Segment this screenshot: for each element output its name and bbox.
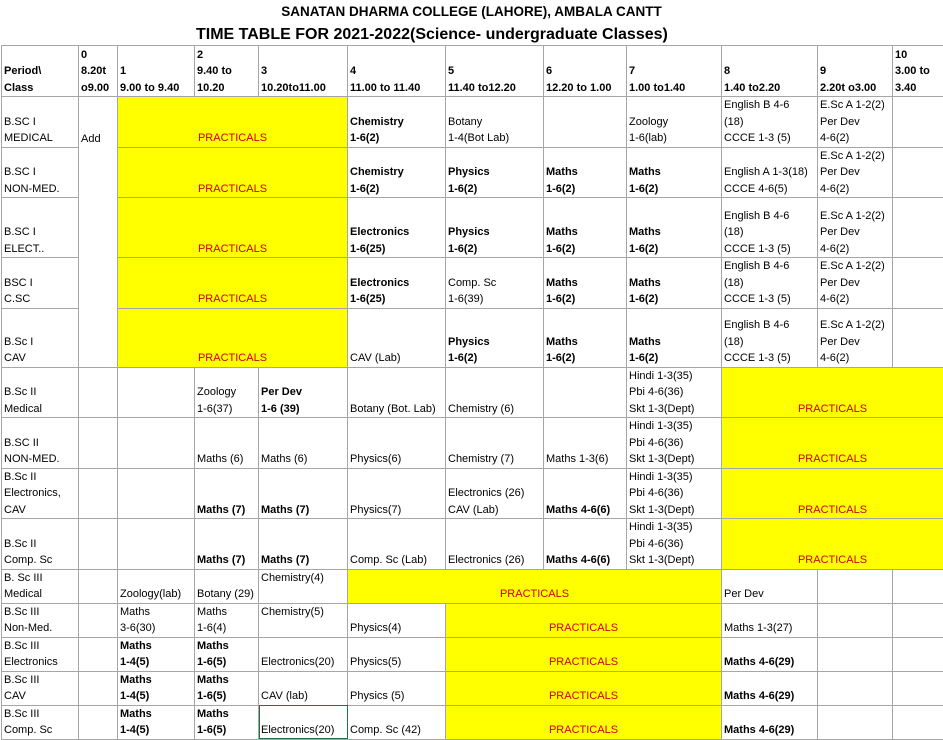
cell[interactable]: Maths 1-6(5) [195,671,259,705]
cell[interactable]: English A 1-3(18) CCCE 4-6(5) [722,147,818,198]
header-period-5[interactable]: 5 11.40 to12.20 [446,46,544,97]
cell[interactable]: Maths 4-6(29) [722,671,818,705]
class-cell[interactable]: B.Sc III Non-Med. [2,603,79,637]
cell[interactable] [893,637,943,671]
table-row [2,637,943,671]
cell[interactable] [893,147,943,198]
cell[interactable]: Maths 1-4(5) [118,637,195,671]
header-period-1[interactable]: 1 9.00 to 9.40 [118,46,195,97]
table-row [2,418,943,469]
cell[interactable]: Chemistry(5) [259,603,348,637]
cell[interactable] [818,705,893,739]
cell[interactable] [893,671,943,705]
cell[interactable]: CAV (Lab) [348,308,446,367]
cell[interactable]: Physics(6) [348,418,446,469]
cell[interactable] [818,637,893,671]
cell[interactable]: Maths (7) [195,519,259,570]
cell[interactable]: Hindi 1-3(35) Pbi 4-6(36) Skt 1-3(Dept) [627,519,722,570]
cell[interactable]: Botany (Bot. Lab) [348,367,446,418]
table-row [2,258,943,309]
cell[interactable]: Per Dev [722,569,818,603]
cell[interactable]: Maths 1-3(27) [722,603,818,637]
cell[interactable]: Maths 3-6(30) [118,603,195,637]
practicals-block[interactable]: PRACTICALS [722,519,943,570]
cell[interactable]: Hindi 1-3(35) Pbi 4-6(36) Skt 1-3(Dept) [627,468,722,519]
cell[interactable]: E.Sc A 1-2(2) Per Dev 4-6(2) [818,308,893,367]
practicals-block[interactable]: PRACTICALS [118,198,348,258]
timetable-grid [1,45,943,740]
cell[interactable]: English B 4-6 (18) CCCE 1-3 (5) [722,198,818,258]
class-cell[interactable]: B. Sc III Medical [2,569,79,603]
cell[interactable] [118,519,195,570]
table-row [2,519,943,570]
cell[interactable]: E.Sc A 1-2(2) Per Dev 4-6(2) [818,97,893,148]
cell[interactable]: Maths 1-6(4) [195,603,259,637]
cell[interactable]: Chemistry 1-6(2) [348,97,446,148]
cell[interactable]: Electronics (26) [446,519,544,570]
cell[interactable]: Physics(7) [348,468,446,519]
practicals-block[interactable]: PRACTICALS [722,468,943,519]
header-period-0[interactable]: 0 8.20t o9.00 [79,46,118,97]
table-row [2,198,943,258]
practicals-block[interactable]: PRACTICALS [118,258,348,309]
cell[interactable]: Comp. Sc (42) [348,705,446,739]
cell[interactable]: Zoology(lab) [118,569,195,603]
cell[interactable]: Physics(4) [348,603,446,637]
cell[interactable] [79,468,118,519]
class-cell[interactable]: B.SC II NON-MED. [2,418,79,469]
header-row [2,46,943,97]
cell[interactable]: Comp. Sc (Lab) [348,519,446,570]
cell[interactable] [79,671,118,705]
table-row [2,468,943,519]
class-cell[interactable]: B.Sc II Medical [2,367,79,418]
table-row [2,97,943,148]
cell[interactable]: Electronics 1-6(25) [348,198,446,258]
cell[interactable]: Chemistry(4) [259,569,348,603]
cell[interactable]: English B 4-6 (18) CCCE 1-3 (5) [722,258,818,309]
cell[interactable] [893,308,943,367]
cell[interactable]: Per Dev 1-6 (39) [259,367,348,418]
cell[interactable] [818,569,893,603]
cell[interactable]: Chemistry 1-6(2) [348,147,446,198]
cell[interactable]: Hindi 1-3(35) Pbi 4-6(36) Skt 1-3(Dept) [627,367,722,418]
header-period-3[interactable]: 3 10.20to11.00 [259,46,348,97]
cell[interactable]: Zoology 1-6(lab) [627,97,722,148]
cell[interactable] [893,198,943,258]
class-cell[interactable]: B.SC I NON-MED. [2,147,79,198]
cell[interactable]: Maths (7) [195,468,259,519]
cell[interactable] [893,569,943,603]
cell[interactable]: Maths 4-6(6) [544,519,627,570]
header-period-9[interactable]: 9 2.20t o3.00 [818,46,893,97]
cell[interactable] [79,569,118,603]
cell[interactable]: Chemistry (6) [446,367,544,418]
cell[interactable] [893,258,943,309]
cell[interactable] [79,519,118,570]
cell[interactable]: Maths 1-6(5) [195,705,259,739]
class-cell[interactable]: B.Sc II Comp. Sc [2,519,79,570]
cell[interactable]: Comp. Sc 1-6(39) [446,258,544,309]
cell[interactable] [79,637,118,671]
cell[interactable]: Maths 1-6(2) [627,308,722,367]
cell[interactable]: E.Sc A 1-2(2) Per Dev 4-6(2) [818,147,893,198]
cell[interactable] [818,603,893,637]
class-cell[interactable]: B.Sc II Electronics, CAV [2,468,79,519]
cell[interactable]: Maths (6) [259,418,348,469]
cell[interactable]: Maths 1-4(5) [118,671,195,705]
class-cell[interactable]: B.Sc I CAV [2,308,79,367]
cell[interactable]: Physics(5) [348,637,446,671]
cell[interactable] [818,671,893,705]
cell[interactable]: Maths 4-6(6) [544,468,627,519]
cell[interactable]: Physics 1-6(2) [446,198,544,258]
class-cell[interactable]: B.SC I ELECT.. [2,198,79,258]
cell[interactable]: English B 4-6 (18) CCCE 1-3 (5) [722,308,818,367]
cell[interactable] [544,97,627,148]
class-cell[interactable]: B.SC I MEDICAL [2,97,79,148]
cell[interactable]: Chemistry (7) [446,418,544,469]
class-cell[interactable]: B.Sc III CAV [2,671,79,705]
practicals-block[interactable]: PRACTICALS [118,308,348,367]
cell[interactable]: Physics (5) [348,671,446,705]
table-row [2,705,943,739]
header-period-10[interactable]: 10 3.00 to 3.40 [893,46,943,97]
cell[interactable]: Maths 1-6(2) [627,147,722,198]
practicals-block[interactable]: PRACTICALS [722,367,943,418]
cell[interactable]: Maths (6) [195,418,259,469]
header-period-4[interactable]: 4 11.00 to 11.40 [348,46,446,97]
cell[interactable]: Electronics 1-6(25) [348,258,446,309]
class-cell[interactable]: B.Sc III Comp. Sc [2,705,79,739]
cell[interactable]: Electronics(20) [259,637,348,671]
college-heading: SANATAN DHARMA COLLEGE (LAHORE), AMBALA CANTT [0,2,943,22]
table-row [2,603,943,637]
cell[interactable] [118,367,195,418]
cell[interactable]: Hindi 1-3(35) Pbi 4-6(36) Skt 1-3(Dept) [627,418,722,469]
header-period-2[interactable]: 2 9.40 to 10.20 [195,46,259,97]
practicals-block[interactable]: PRACTICALS [118,147,348,198]
table-row [2,671,943,705]
cell[interactable]: CAV (lab) [259,671,348,705]
cell[interactable]: Maths 1-6(2) [544,258,627,309]
table-row [2,367,943,418]
cell[interactable]: Botany (29) [195,569,259,603]
cell[interactable]: Maths 1-6(2) [627,198,722,258]
cell[interactable]: English B 4-6 (18) CCCE 1-3 (5) [722,97,818,148]
cell[interactable]: Physics 1-6(2) [446,308,544,367]
table-row [2,147,943,198]
cell[interactable] [118,468,195,519]
cell[interactable]: Zoology 1-6(37) [195,367,259,418]
practicals-block[interactable]: PRACTICALS [348,569,722,603]
cell[interactable] [893,603,943,637]
cell[interactable]: Maths 1-6(2) [627,258,722,309]
cell[interactable] [893,705,943,739]
cell[interactable]: Add [79,97,118,368]
table-row [2,569,943,603]
cell[interactable]: E.Sc A 1-2(2) Per Dev 4-6(2) [818,198,893,258]
cell[interactable] [79,418,118,469]
cell[interactable]: E.Sc A 1-2(2) Per Dev 4-6(2) [818,258,893,309]
cell[interactable]: Maths (7) [259,468,348,519]
header-period-8[interactable]: 8 1.40 to2.20 [722,46,818,97]
practicals-block[interactable]: PRACTICALS [446,603,722,637]
cell[interactable] [544,367,627,418]
cell[interactable]: Electronics(20) [259,705,348,739]
cell[interactable]: Maths 1-4(5) [118,705,195,739]
cell[interactable]: Electronics (26) CAV (Lab) [446,468,544,519]
cell[interactable]: Maths (7) [259,519,348,570]
cell[interactable] [118,418,195,469]
table-row [2,308,943,367]
cell[interactable] [79,705,118,739]
cell[interactable]: Maths 1-6(2) [544,198,627,258]
cell[interactable]: Botany 1-4(Bot Lab) [446,97,544,148]
cell[interactable]: Maths 4-6(29) [722,637,818,671]
cell[interactable] [893,97,943,148]
practicals-block[interactable]: PRACTICALS [446,637,722,671]
header-period-6[interactable]: 6 12.20 to 1.00 [544,46,627,97]
practicals-block[interactable]: PRACTICALS [118,97,348,148]
header-period-class[interactable]: Period\ Class [2,46,79,97]
cell[interactable]: Physics 1-6(2) [446,147,544,198]
cell[interactable]: Maths 1-6(2) [544,308,627,367]
header-period-7[interactable]: 7 1.00 to1.40 [627,46,722,97]
timetable-title: TIME TABLE FOR 2021-2022(Science- undergraduate Classes) [196,24,668,46]
practicals-block[interactable]: PRACTICALS [446,705,722,739]
cell[interactable] [79,367,118,418]
cell[interactable]: Maths 1-3(6) [544,418,627,469]
practicals-block[interactable]: PRACTICALS [446,671,722,705]
cell[interactable]: Maths 1-6(2) [544,147,627,198]
cell[interactable]: Maths 4-6(29) [722,705,818,739]
cell[interactable] [79,603,118,637]
class-cell[interactable]: B.Sc III Electronics [2,637,79,671]
practicals-block[interactable]: PRACTICALS [722,418,943,469]
class-cell[interactable]: BSC I C.SC [2,258,79,309]
cell[interactable]: Maths 1-6(5) [195,637,259,671]
